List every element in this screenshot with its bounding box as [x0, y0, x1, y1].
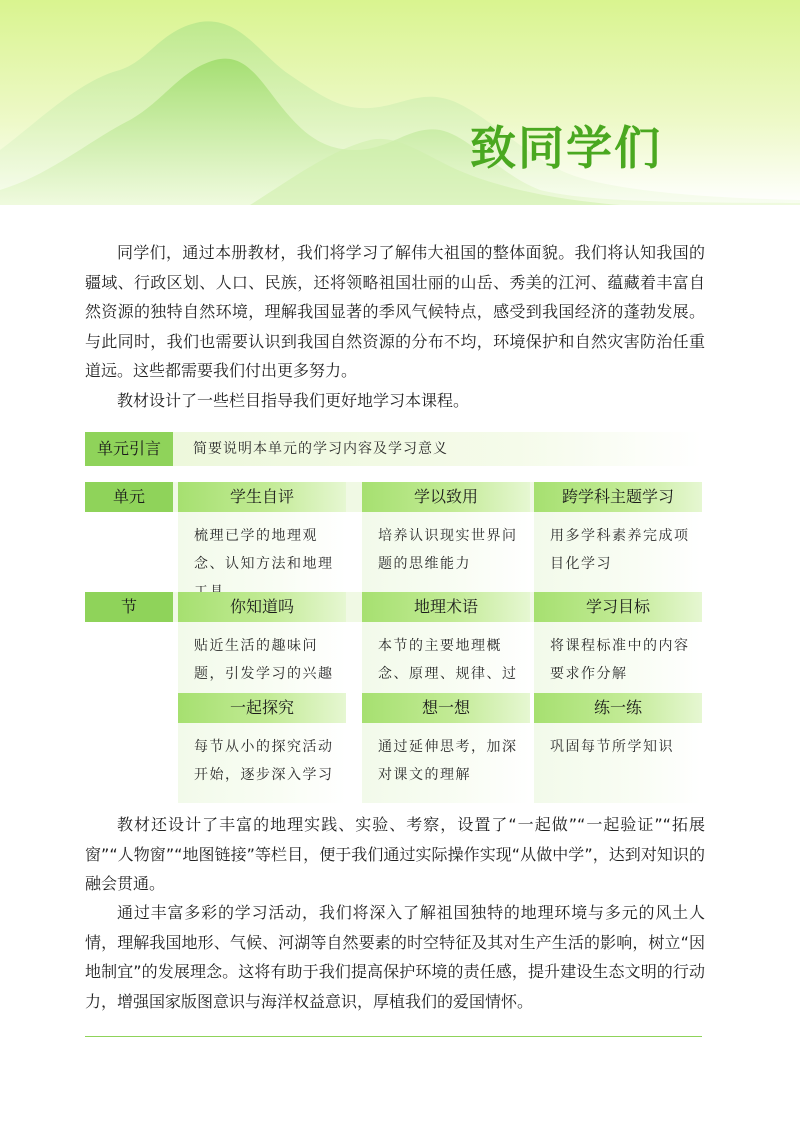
column-card-title: 跨学科主题学习	[534, 482, 702, 512]
column-card-description: 通过延伸思考，加深对课文的理解	[378, 739, 518, 783]
unit-intro-label: 单元引言	[85, 432, 173, 466]
column-card-description: 本节的主要地理概念、原理、规律、过	[378, 638, 518, 682]
column-card-title: 学生自评	[178, 482, 346, 512]
column-card	[362, 482, 530, 592]
page-title: 致同学们	[470, 121, 662, 175]
section-row-label: 节	[85, 592, 173, 622]
intro-paragraph: 同学们，通过本册教材，我们将学习了解伟大祖国的整体面貌。我们将认知我国的疆域、行政区划、人口、民族，还将领略祖国壮丽的山岳、秀美的江河、蕴藏着丰富自然资源的独特自然环境，理解我国显著的季风气候特点，感受到我国经济的蓬勃发展。与此同时，我们也需要认识到我国自然资源的分布不均，环境保护和自然灾害防治任重道远。这些都需要我们付出更多努力。	[85, 243, 705, 380]
unit-intro-row	[85, 432, 702, 466]
closing-paragraph: 通过丰富多彩的学习活动，我们将深入了解祖国独特的地理环境与多元的风土人情，理解我国地形、气候、河湖等自然要素的时空特征及其对生产生活的影响，树立“因地制宜”的发展理念。这将有助于我们提高保护环境的责任感，提升建设生态文明的行动力，增强国家版图意识与海洋权益意识，厚植我们的爱国情怀。	[85, 903, 705, 1011]
column-card-description: 培养认识现实世界问题的思维能力	[378, 528, 518, 572]
mountain-banner-graphic	[0, 0, 800, 205]
column-card-description: 巩固每节所学知识	[550, 739, 674, 755]
column-card-title: 地理术语	[362, 592, 530, 622]
column-card	[534, 592, 702, 702]
column-card-title: 想一想	[362, 693, 530, 723]
column-card	[178, 592, 346, 702]
column-card	[362, 592, 530, 702]
column-card	[362, 693, 530, 803]
column-card-description: 将课程标准中的内容要求作分解	[550, 638, 690, 682]
column-card	[178, 482, 346, 592]
column-card-title: 一起探究	[178, 693, 346, 723]
column-card-description: 用多学科素养完成项目化学习	[550, 528, 690, 572]
column-card	[534, 693, 702, 803]
column-card-description: 梳理已学的地理观念、认知方法和地理	[194, 528, 334, 572]
column-card-description: 贴近生活的趣味问题，引发学习的兴趣	[194, 638, 334, 682]
column-card-title: 学以致用	[362, 482, 530, 512]
column-card-title: 练一练	[534, 693, 702, 723]
column-card	[178, 693, 346, 803]
column-card-title: 你知道吗	[178, 592, 346, 622]
unit-intro-description: 简要说明本单元的学习内容及学习意义	[193, 441, 448, 457]
unit-row-label: 单元	[85, 482, 173, 512]
column-card-description: 每节从小的探究活动开始，逐步深入学习	[194, 739, 334, 783]
footer-divider	[85, 1036, 702, 1037]
columns-intro-paragraph: 教材设计了一些栏目指导我们更好地学习本课程。	[117, 391, 470, 410]
column-card-title: 学习目标	[534, 592, 702, 622]
practice-paragraph: 教材还设计了丰富的地理实践、实验、考察，设置了“一起做”“一起验证”“拓展窗”“人物窗”“地图链接”等栏目，便于我们通过实际操作实现“从做中学”，达到对知识的融会贯通。	[85, 815, 705, 893]
header-banner	[0, 0, 800, 205]
column-card	[534, 482, 702, 592]
